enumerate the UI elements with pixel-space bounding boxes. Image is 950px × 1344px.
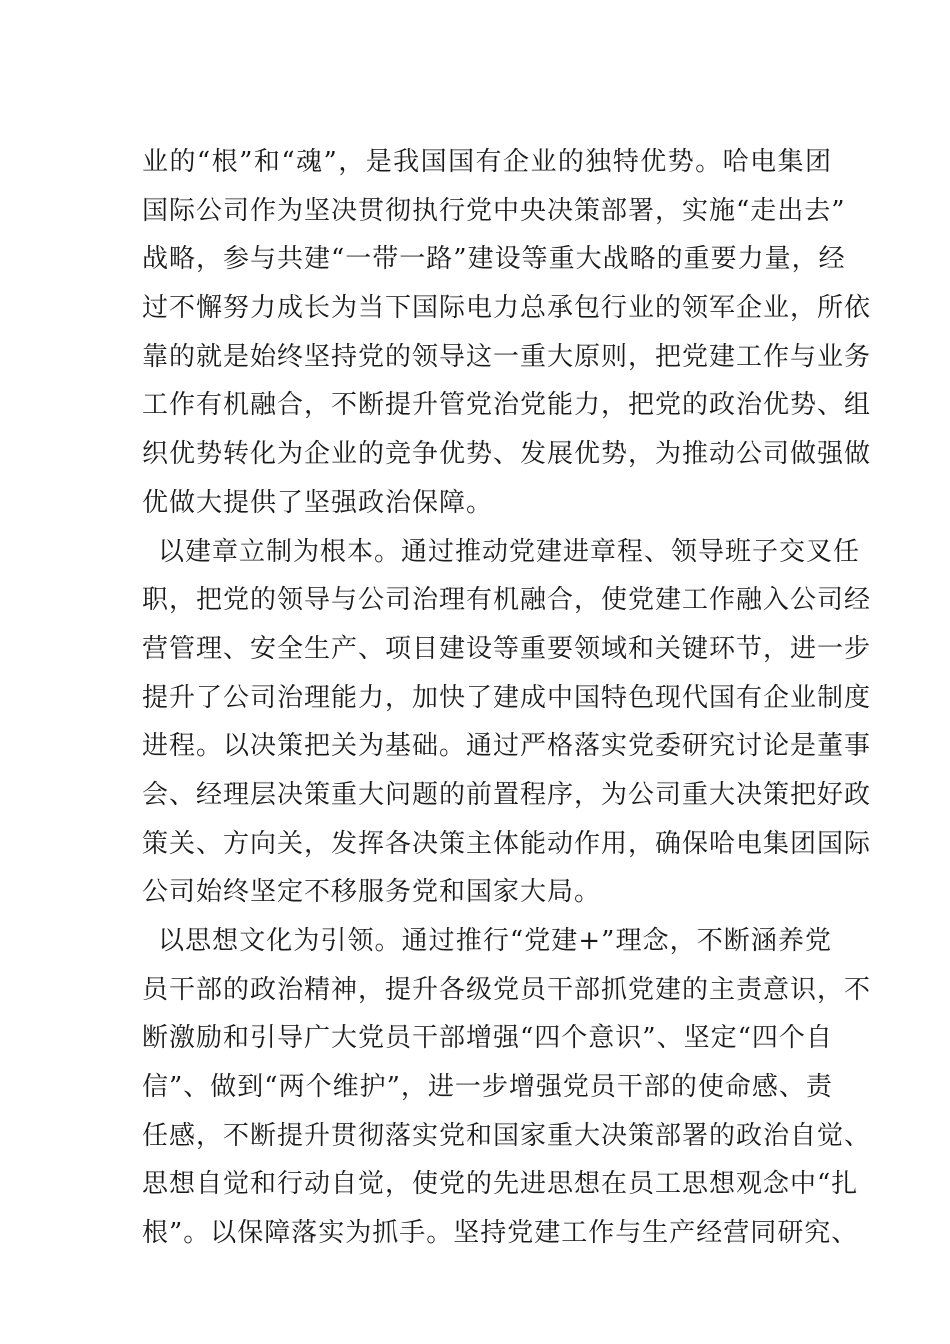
paragraph-3-line: 任感，不断提升贯彻落实党和国家重大决策部署的政治自觉、: [142, 1120, 872, 1151]
paragraph-2-line: 提升了公司治理能力，加快了建成中国特色现代国有企业制度: [142, 682, 872, 713]
paragraph-3-line: 根”。以保障落实为抓手。坚持党建工作与生产经营同研究、: [142, 1218, 859, 1249]
paragraph-3-line: 员干部的政治精神，提升各级党员干部抓党建的主责意识，不: [142, 974, 872, 1005]
paragraph-2-line: 策关、方向关，发挥各决策主体能动作用，确保哈电集团国际: [142, 828, 872, 859]
paragraph-1-line: 国际公司作为坚决贯彻执行党中央决策部署，实施“走出去”: [142, 195, 846, 226]
paragraph-3-line: 思想自觉和行动自觉，使党的先进思想在员工思想观念中“扎: [142, 1169, 859, 1200]
paragraph-2-line: 以建章立制为根本。通过推动党建进章程、领导班子交叉任: [158, 536, 861, 567]
paragraph-1-line: 过不懈努力成长为当下国际电力总承包行业的领军企业，所依: [142, 293, 872, 324]
paragraph-2-line: 公司始终坚定不移服务党和国家大局。: [142, 877, 602, 908]
paragraph-2-line: 会、经理层决策重大问题的前置程序，为公司重大决策把好政: [142, 779, 872, 810]
paragraph-3-line: 断激励和引导广大党员干部增强“四个意识”、坚定“四个自: [142, 1023, 833, 1054]
paragraph-2-line: 进程。以决策把关为基础。通过严格落实党委研究讨论是董事: [142, 731, 872, 762]
paragraph-2-line: 职，把党的领导与公司治理有机融合，使党建工作融入公司经: [142, 585, 872, 616]
paragraph-1-line: 靠的就是始终坚持党的领导这一重大原则，把党建工作与业务: [142, 341, 872, 372]
paragraph-1-line: 工作有机融合，不断提升管党治党能力，把党的政治优势、组: [142, 390, 872, 421]
paragraph-1-line: 织优势转化为企业的竞争优势、发展优势，为推动公司做强做: [142, 439, 872, 470]
document-body: [142, 138, 872, 1258]
paragraph-2-line: 营管理、安全生产、项目建设等重要领域和关键环节，进一步: [142, 633, 872, 664]
paragraph-1-line: 优做大提供了坚强政治保障。: [142, 487, 494, 518]
paragraph-3-line: 以思想文化为引领。通过推行“党建+”理念，不断涵养党: [158, 926, 832, 956]
paragraph-1-line: 业的“根”和“魂”，是我国国有企业的独特优势。哈电集团: [142, 147, 832, 177]
paragraph-3-line: 信”、做到“两个维护”，进一步增强党员干部的使命感、责: [142, 1072, 833, 1103]
paragraph-1-line: 战略，参与共建“一带一路”建设等重大战略的重要力量，经: [142, 244, 846, 275]
